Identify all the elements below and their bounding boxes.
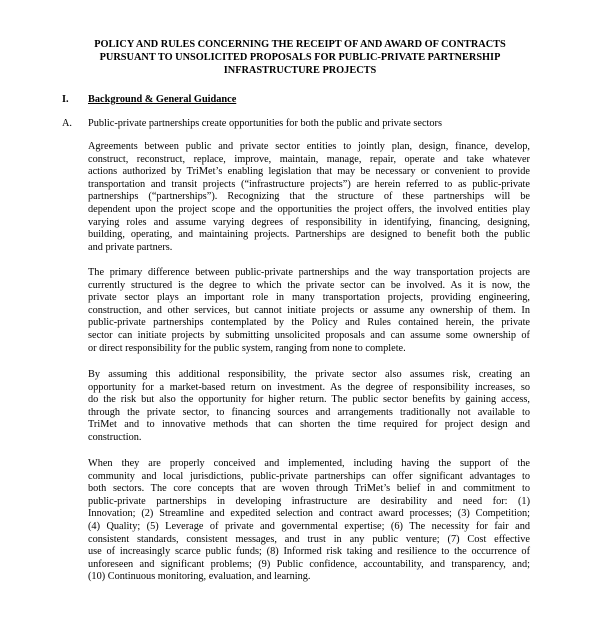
paragraph-line: private sector plays an important role in many transportation projects, providing engineering,	[88, 292, 530, 304]
paragraph-line: actions authorized by TriMet’s enabling legislation that may be necessary or convenient to provide	[88, 166, 530, 178]
section-heading-label: Background & General Guidance	[88, 94, 237, 105]
subsection-letter: A.	[62, 118, 73, 129]
paragraph-line: construct, reconstruct, replace, improve, maintain, manage, repair, operate and take whatever	[88, 153, 530, 165]
paragraph-line: through the private sector, to financing sources and arrangements traditionally not available to	[88, 406, 530, 418]
paragraph-line: Innovation; (2) Streamline and expedited selection and contract award processes; (3) Competition;	[88, 508, 530, 520]
paragraph-line: do the risk but also the opportunity for higher return. The public sector benefits by gaining access,	[88, 394, 530, 406]
paragraph-line: By assuming this additional responsibility, the private sector also assumes risk, creating an	[88, 369, 530, 380]
paragraph-line: currently structured is the degree to which the private sector can be involved. As it is now, the	[88, 279, 530, 291]
paragraph	[88, 141, 530, 254]
paragraph-line: Agreements between public and private sector entities to jointly plan, design, finance, develop,	[88, 141, 530, 152]
paragraph-line: and private partners.	[88, 241, 173, 253]
paragraph	[88, 267, 530, 355]
paragraph-line: The primary difference between public-private partnerships and the way transportation projects are	[88, 267, 530, 278]
paragraph-line: unforeseen and significant problems; (9) Public confidence, accountability, and transparency, and;	[88, 558, 530, 570]
paragraph	[88, 458, 530, 584]
subsection-heading	[62, 117, 442, 130]
paragraph-line: use of increasingly scarce public funds; (8) Informed risk taking and resilience to the occurrence of	[88, 546, 530, 558]
paragraph-line: (4) Quality; (5) Leverage of private and governmental expertise; (6) The necessity for fair and	[88, 520, 530, 532]
paragraph-line: dependent upon the project scope and the opportunities the project offers, the involved entities play	[88, 203, 530, 215]
paragraph-line: or direct responsibility for the public system, ranging from none to complete.	[88, 342, 406, 354]
document-title	[40, 38, 560, 78]
paragraph-line: opportunity for a market-based return on investment. As the degree of responsibility increases, so	[88, 381, 530, 393]
title-line: INFRASTRUCTURE PROJECTS	[223, 65, 377, 77]
paragraph-line: sector can initiate projects by submitting unsolicited proposals and can assume some ownership of	[88, 329, 530, 341]
paragraph-line: When they are properly conceived and implemented, including having the support of the	[88, 458, 530, 469]
paragraph-line: consistent standards, consistent messages, and trust in any public venture; (7) Cost effective	[88, 533, 530, 545]
paragraph-line: TriMet and to innovative methods that can shorten the time required for project design and	[88, 419, 530, 431]
paragraph	[88, 369, 530, 445]
paragraph-line: construction, and other services, but cannot initiate projects or assume any ownership of them. In	[88, 304, 530, 316]
paragraph-line: partnerships (“partnerships”). Recognizing that the structure of these partnerships will be	[88, 191, 530, 203]
paragraph-line: public-private partnerships in developing infrastructure are desirability and need for: (1)	[88, 495, 530, 507]
paragraph-line: public-private partnerships contemplated by the Policy and Rules contained herein, the private	[88, 317, 530, 329]
paragraph-line: both sectors. The core concepts that are woven through TriMet’s belief in and commitment to	[88, 483, 530, 495]
title-line: POLICY AND RULES CONCERNING THE RECEIPT OF AND AWARD OF CONTRACTS	[94, 39, 506, 50]
paragraph-line: transportation and transit projects (“infrastructure projects”) are herein referred to as public-private	[88, 178, 530, 190]
paragraph-line: varying roles and assume varying degrees of responsibility in identifying, financing, designing,	[88, 216, 530, 228]
paragraph-line: (10) Continuous monitoring, evaluation, and learning.	[88, 571, 311, 583]
section-number: I.	[62, 94, 69, 105]
title-line: PURSUANT TO UNSOLICITED PROPOSALS FOR PUBLIC-PRIVATE PARTNERSHIP	[99, 52, 501, 64]
section-heading	[62, 93, 236, 106]
paragraph-line: community and local jurisdictions, public-private partnerships can offer significant advantages to	[88, 470, 530, 482]
paragraph-line: building, operating, and maintaining projects. Partnerships are designed to benefit both the public	[88, 229, 530, 241]
paragraph-line: construction.	[88, 431, 142, 443]
subsection-text: Public-private partnerships create opportunities for both the public and private sectors	[88, 118, 442, 129]
